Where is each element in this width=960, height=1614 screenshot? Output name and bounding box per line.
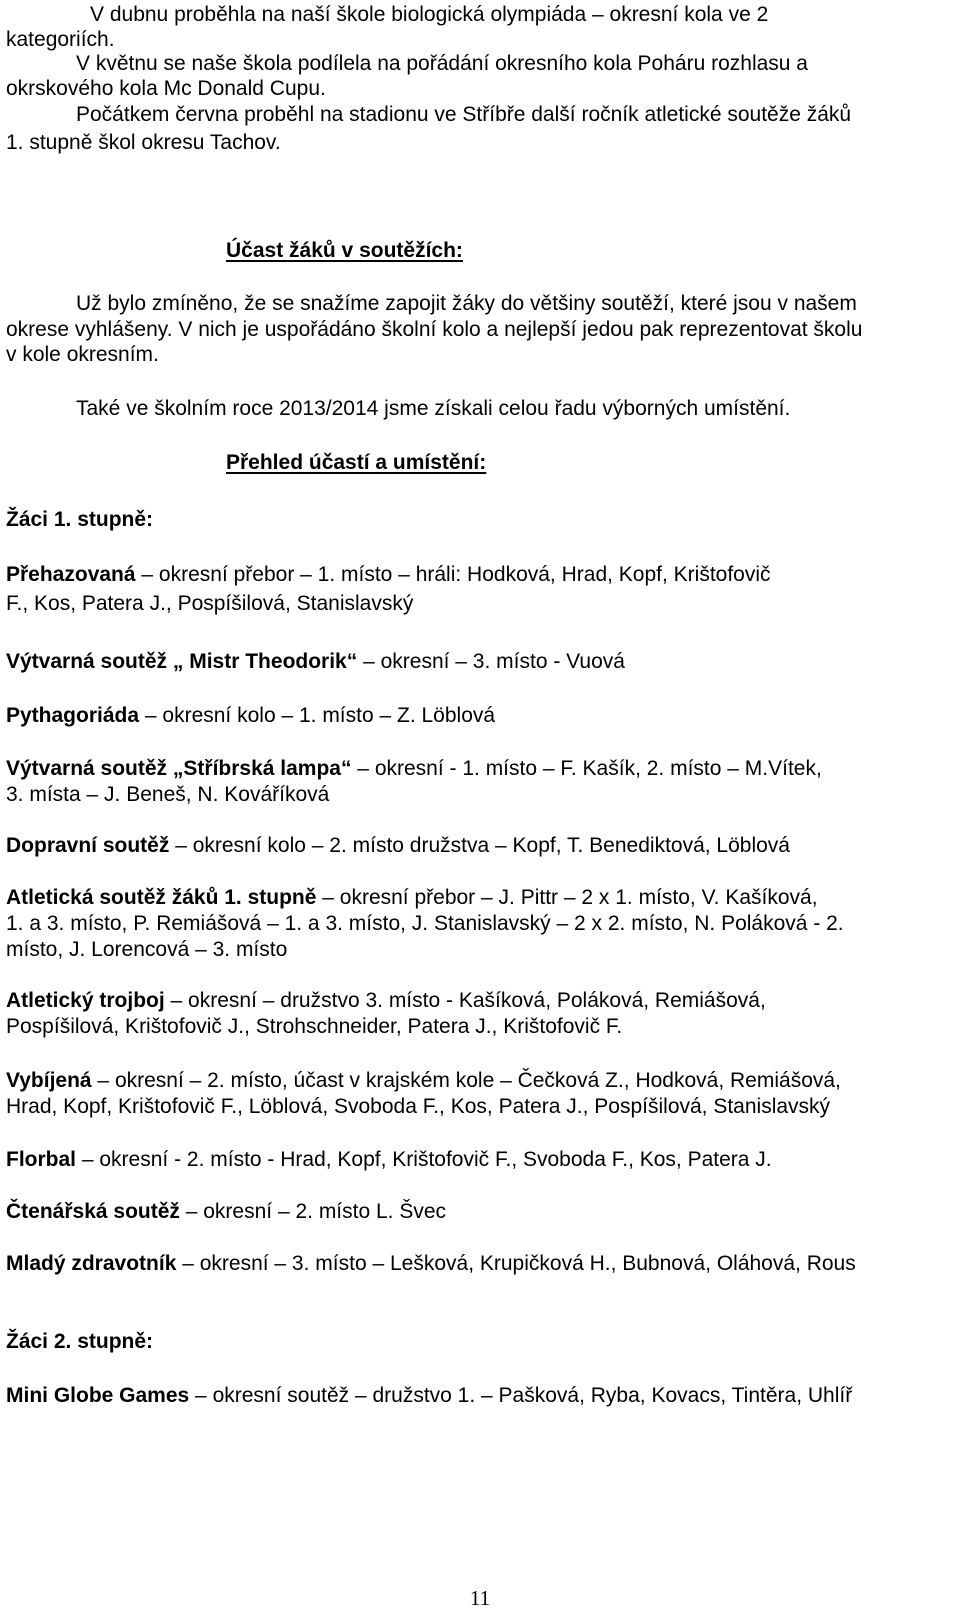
entry-line xyxy=(6,649,625,675)
intro-line-4: okrskového kola Mc Donald Cupu. xyxy=(6,77,326,100)
paragraph-line-1: Už bylo zmíněno, že se snažíme zapojit žáky do většiny soutěží, které jsou v našem xyxy=(76,292,857,315)
section-title: Účast žáků v soutěžích: xyxy=(226,239,463,262)
entry-bold: Mini Globe Games xyxy=(6,1384,190,1407)
entry-text: – okresní přebor – J. Pittr – 2 x 1. místo, V. Kašíková, xyxy=(316,886,818,909)
entry-line xyxy=(6,833,790,859)
entry-bold: Dopravní soutěž xyxy=(6,834,170,857)
entry-bold: Výtvarná soutěž „ Mistr Theodorik“ xyxy=(6,650,358,673)
entry-text: – okresní - 1. místo – F. Kašík, 2. místo – M.Vítek, xyxy=(351,757,822,780)
entry-text: – okresní kolo – 1. místo – Z. Löblová xyxy=(139,704,496,727)
intro-line-1: V dubnu proběhla na naší škole biologická olympiáda – okresní kola ve 2 xyxy=(90,3,769,26)
intro-line-2: kategoriích. xyxy=(6,28,115,51)
entry-line xyxy=(6,756,822,782)
entry-text: – okresní – družstvo 3. místo - Kašíková, Poláková, Remiášová, xyxy=(164,989,766,1012)
entry-line xyxy=(6,988,766,1014)
entry-text: – okresní – 2. místo, účast v krajském kole – Čečková Z., Hodková, Remiášová, xyxy=(91,1069,841,1092)
entry-bold: Vybíjená xyxy=(6,1069,92,1092)
entry-bold: Florbal xyxy=(6,1148,77,1171)
paragraph-line-3: v kole okresním. xyxy=(6,343,159,366)
entry-text: – okresní – 3. místo - Vuová xyxy=(357,650,625,673)
entry-line xyxy=(6,562,771,588)
intro-line-5: Počátkem června proběhl na stadionu ve Stříbře další ročník atletické soutěže žáků xyxy=(76,103,852,126)
entry-line xyxy=(6,1068,841,1094)
entry-bold: Přehazovaná xyxy=(6,563,136,586)
entry-text: – okresní přebor – 1. místo – hráli: Hodková, Hrad, Kopf, Krištofovič xyxy=(135,563,771,586)
entry-continuation: 3. místa – J. Beneš, N. Kováříková xyxy=(6,783,330,806)
entry-text: – okresní kolo – 2. místo družstva – Kopf, T. Benediktová, Löblová xyxy=(169,834,790,857)
intro-line-6: 1. stupně škol okresu Tachov. xyxy=(6,131,281,154)
intro-line-3: V květnu se naše škola podílela na pořádání okresního kola Poháru rozhlasu a xyxy=(76,52,808,75)
entry-bold: Mladý zdravotník xyxy=(6,1252,177,1275)
entry-line xyxy=(6,1383,852,1409)
entry-bold: Atletický trojboj xyxy=(6,989,165,1012)
entry-text: – okresní - 2. místo - Hrad, Kopf, Krištofovič F., Svoboda F., Kos, Patera J. xyxy=(76,1148,772,1171)
entry-continuation: Hrad, Kopf, Krištofovič F., Löblová, Svoboda F., Kos, Patera J., Pospíšilová, Stanislavský xyxy=(6,1095,831,1118)
entry-continuation: místo, J. Lorencová – 3. místo xyxy=(6,938,288,961)
entry-bold: Výtvarná soutěž „Stříbrská lampa“ xyxy=(6,757,352,780)
entry-line xyxy=(6,1251,856,1277)
entry-text: – okresní – 3. místo – Lešková, Krupičková H., Bubnová, Oláhová, Rous xyxy=(176,1252,856,1275)
entry-continuation: 1. a 3. místo, P. Remiášová – 1. a 3. místo, J. Stanislavský – 2 x 2. místo, N. Poláková - 2. xyxy=(6,912,844,935)
entry-continuation: Pospíšilová, Krištofovič J., Strohschneider, Patera J., Krištofovič F. xyxy=(6,1015,623,1038)
entry-line xyxy=(6,885,818,911)
entry-bold: Čtenářská soutěž xyxy=(6,1200,180,1223)
entry-text: – okresní – 2. místo L. Švec xyxy=(179,1200,447,1223)
entry-bold: Pythagoriáda xyxy=(6,704,140,727)
entry-line xyxy=(6,1147,772,1173)
entry-continuation: F., Kos, Patera J., Pospíšilová, Stanislavský xyxy=(6,592,414,615)
paragraph-line-2: okrese vyhlášeny. V nich je uspořádáno školní kolo a nejlepší jedou pak reprezentovat školu xyxy=(6,318,863,341)
entry-bold: Atletická soutěž žáků 1. stupně xyxy=(6,886,317,909)
year-note: Také ve školním roce 2013/2014 jsme získali celou řadu výborných umístění. xyxy=(76,397,791,420)
entry-line xyxy=(6,1199,446,1225)
entry-text: – okresní soutěž – družstvo 1. – Pašková, Ryba, Kovacs, Tintěra, Uhlíř xyxy=(189,1384,853,1407)
group1-title: Žáci 1. stupně: xyxy=(6,508,154,531)
entry-line xyxy=(6,703,495,729)
overview-title: Přehled účastí a umístění: xyxy=(226,451,487,474)
group2-title: Žáci 2. stupně: xyxy=(6,1330,154,1353)
page-number: 11 xyxy=(469,1586,491,1610)
